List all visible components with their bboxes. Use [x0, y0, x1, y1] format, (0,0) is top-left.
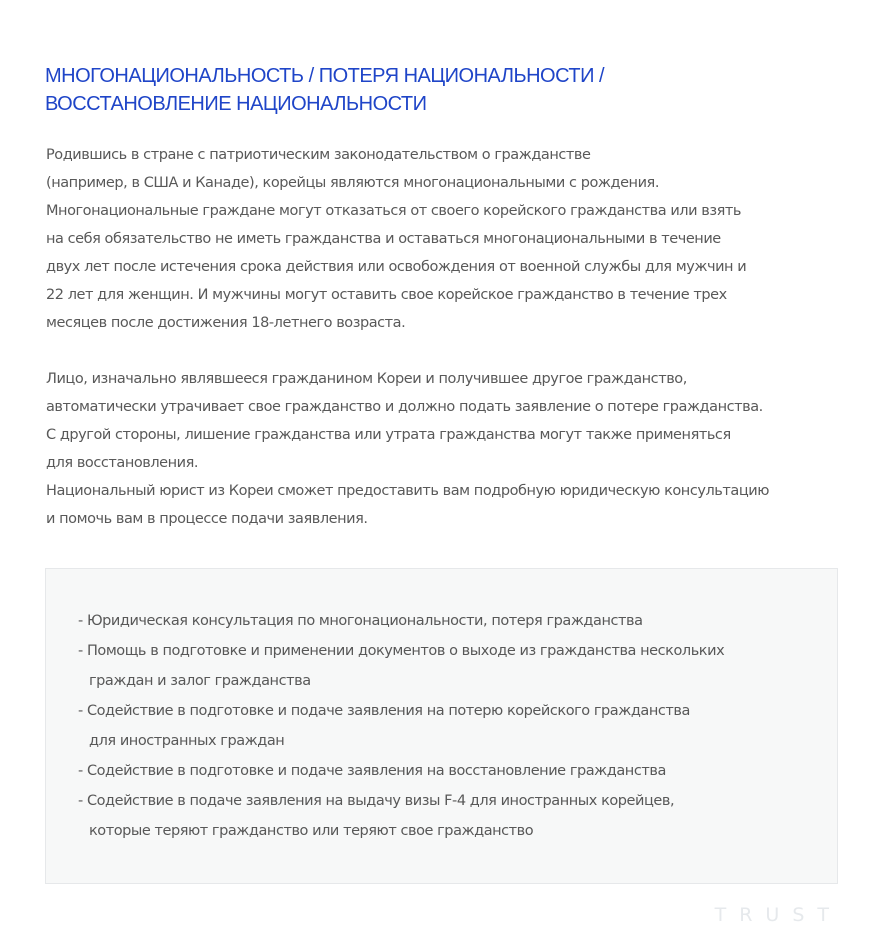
watermark: TRUST: [714, 904, 842, 926]
text-line: Многонациональные граждане могут отказаться от своего корейского гражданства или взять: [46, 203, 741, 219]
text-line: на себя обязательство не иметь гражданства и оставаться многонациональными в течение: [46, 231, 721, 247]
list-item-text: - Помощь в подготовке и применении документов о выходе из гражданства нескольких: [78, 643, 725, 659]
list-item-text: граждан и залог гражданства: [89, 673, 311, 689]
list-item-text: для иностранных граждан: [89, 733, 285, 749]
intro-text: [46, 141, 826, 533]
text-line: для восстановления.: [46, 455, 199, 471]
list-item: [78, 606, 724, 636]
text-line: двух лет после истечения срока действия или освобождения от военной службы для мужчин и: [46, 259, 747, 275]
page-title-line: МНОГОНАЦИОНАЛЬНОСТЬ / ПОТЕРЯ НАЦИОНАЛЬНОСТИ /: [45, 65, 605, 87]
text-line: автоматически утрачивает свое гражданство и должно подать заявление о потере гражданства.: [46, 399, 763, 415]
text-line: Родившись в стране с патриотическим законодательством о гражданстве: [46, 147, 591, 163]
page-title: [45, 62, 845, 118]
list-item-text: - Содействие в подготовке и подаче заявления на восстановление гражданства: [78, 763, 666, 779]
text-line: (например, в США и Канаде), корейцы являются многонациональными с рождения.: [46, 175, 659, 191]
page-title-line: ВОССТАНОВЛЕНИЕ НАЦИОНАЛЬНОСТИ: [45, 93, 427, 115]
list-item: [78, 696, 724, 756]
intro-paragraph-multinationality: [46, 141, 826, 337]
list-item: [78, 786, 724, 846]
list-item-text: - Юридическая консультация по многонациональности, потеря гражданства: [78, 613, 643, 629]
list-item: [78, 756, 724, 786]
intro-paragraph-loss-restoration: [46, 365, 826, 533]
services-list: [78, 606, 724, 846]
text-line: Лицо, изначально являвшееся гражданином Кореи и получившее другое гражданство,: [46, 371, 687, 387]
list-item-text: которые теряют гражданство или теряют свое гражданство: [89, 823, 534, 839]
services-box: [45, 568, 838, 884]
text-line: и помочь вам в процессе подачи заявления.: [46, 511, 368, 527]
list-item-text: - Содействие в подаче заявления на выдачу визы F-4 для иностранных корейцев,: [78, 793, 675, 809]
text-line: месяцев после достижения 18-летнего возраста.: [46, 315, 406, 331]
list-item-text: - Содействие в подготовке и подаче заявления на потерю корейского гражданства: [78, 703, 690, 719]
list-item: [78, 636, 724, 696]
text-line: 22 лет для женщин. И мужчины могут оставить свое корейское гражданство в течение трех: [46, 287, 727, 303]
text-line: С другой стороны, лишение гражданства или утрата гражданства могут также применяться: [46, 427, 731, 443]
text-line: Национальный юрист из Кореи сможет предоставить вам подробную юридическую консультацию: [46, 483, 769, 499]
